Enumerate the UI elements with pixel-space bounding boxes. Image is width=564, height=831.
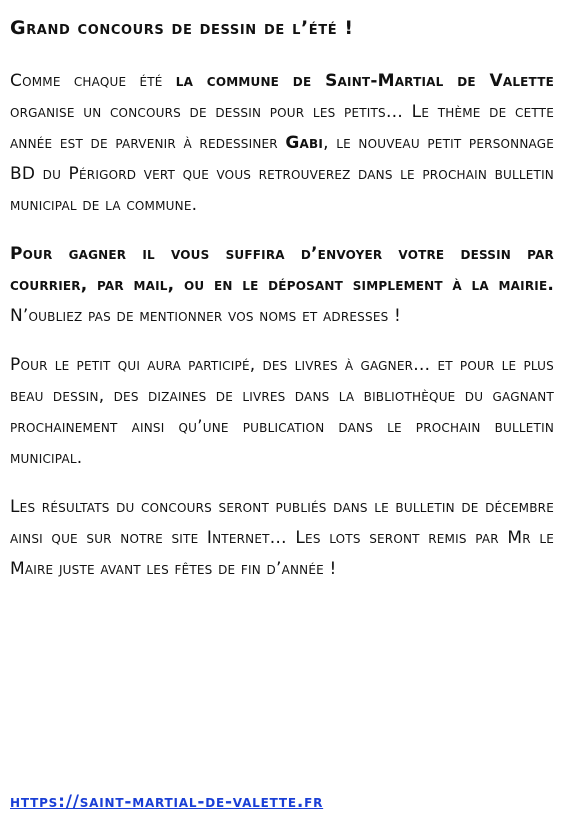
submission-instructions: Pour gagner il vous suffira d’envoyer votre dessin par courrier, par mail, ou en le déposant simplement à la mairie. [10,244,554,295]
commune-name: la commune de Saint-Martial de Valette [175,71,555,91]
intro-text-3: , le nouveau petit personnage BD du Périgord vert que vous retrouverez dans le prochain bulletin municipal de la commune. [10,133,554,215]
prizes-paragraph: Pour le petit qui aura participé, des livres à gagner… et pour le plus beau dessin, des dizaines de livres dans la bibliothèque du gagnant prochainement ainsi qu’une publication dans le prochain bulletin municipal. [10,355,554,468]
character-name: Gabi [285,133,324,153]
contest-announcement [10,14,554,603]
instructions-paragraph [10,239,554,332]
reminder-text: N’oubliez pas de mentionner vos noms et adresses ! [10,306,402,326]
page-title: Grand concours de dessin de l’été ! [10,17,354,39]
website-link[interactable]: https://saint-martial-de-valette.fr [10,792,324,812]
intro-text-1: Comme chaque été [10,71,176,91]
intro-paragraph [10,66,554,221]
results-paragraph: Les résultats du concours seront publiés dans le bulletin de décembre ainsi que sur notre site Internet… Les lots seront remis par Mr le Maire juste avant les fêtes de fin d’année ! [10,497,554,579]
intro-text-2: organise un concours de dessin pour les petits… Le thème de cette année est de parvenir à redessiner [10,102,554,153]
